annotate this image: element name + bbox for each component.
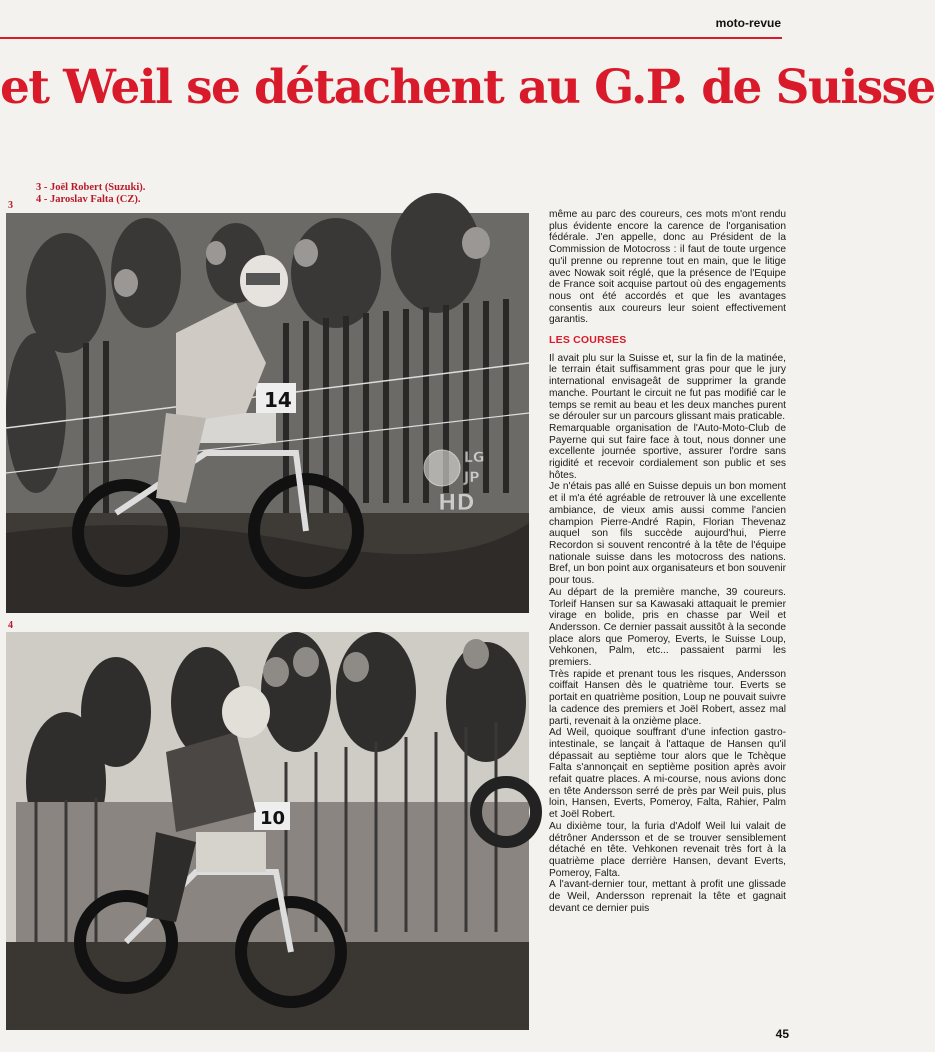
photo-4-number: 4 <box>8 620 13 631</box>
article-paragraph-4: Au départ de la première manche, 39 coureurs. Torleif Hansen sur sa Kawasaki attaquait le premier virage en bolide, pris en chasse par Weil et Andersson. Ce dernier passait aussitôt à la seconde place alors que Pomeroy, Everts, le Suisse Loup, Vehkonen, Palm, etc... passaient parmi les premiers. <box>549 586 786 669</box>
article-paragraph-3: Je n'étais pas allé en Suisse depuis un bon moment et il m'a été agréable de retrouver là une excellente ambiance, de vieux amis aussi comme l'ancien champion Pierre-André Rapin, Florian Thevenaz auquel son fils succède aujourd'hui, Pierre Recordon si souvent rencontré à la tête de l'équipe nationale suisse dans les motocross des nations. Bref, un bon point aux organisateurs et bon souvenir pour tous. <box>549 481 786 587</box>
article-paragraph-8: A l'avant-dernier tour, mettant à profit une glissade de Weil, Andersson reprenait la tête et gagnait devant ce dernier puis <box>549 879 786 914</box>
article-paragraph-1: Il avait plu sur la Suisse et, sur la fin de la matinée, le terrain était suffisamment gras pour que le jury international envisageât de supprimer la grande manche. Pourtant le circuit ne fut pas modifié car le temps se remit au beau et les deux manches purent se dérouler sur un parcours glissant mais praticable. <box>549 352 786 423</box>
section-title-les-courses: LES COURSES <box>549 334 627 347</box>
lgjp-hd-watermark-icon <box>420 438 500 518</box>
magazine-name: moto-revue <box>715 16 781 30</box>
article-paragraph-2: Remarquable organisation de l'Auto-Moto-Club de Payerne qui sut faire face à tout, nous donner une excellente journée sportive, assurer l'ordre sans rigidité et recevoir cordialement son public et ses hôtes. <box>549 422 786 481</box>
header-rule <box>0 37 782 39</box>
photo-3-bike-number: 14 <box>264 388 292 412</box>
caption-photo-4: 4 - Jaroslav Falta (CZ). <box>36 194 141 205</box>
article-column <box>549 209 786 914</box>
photo-3-illustration <box>6 213 529 613</box>
svg-text:LG: LG <box>464 450 485 466</box>
photo-4-illustration <box>6 632 529 1030</box>
article-paragraph-7: Au dixième tour, la furia d'Adolf Weil lui valait de détrôner Andersson et de se trouver sensiblement détaché en tête. Vehkonen revenait très fort à la quatrième place derrière Hansen, devant Everts, Pomeroy, Falta. <box>549 820 786 879</box>
svg-text:HD: HD <box>438 491 475 516</box>
photo-captions <box>36 182 145 206</box>
article-paragraph-5: Très rapide et prenant tous les risques, Andersson coiffait Hansen dès le quatrième tour. Everts se portait en quatrième position, Loup ne pouvait suivre la cadence des premiers et Joël Robert, assez mal parti, revenait à la onzième place. <box>549 668 786 727</box>
photo-4-bike-number: 10 <box>260 808 286 829</box>
headline: et Weil se détachent au G.P. de Suisse <box>0 60 935 115</box>
page-number: 45 <box>775 1027 789 1041</box>
caption-photo-3: 3 - Joël Robert (Suzuki). <box>36 182 146 193</box>
photo-3-number: 3 <box>8 200 13 211</box>
svg-text:JP: JP <box>464 470 480 486</box>
photo-joel-robert <box>6 213 529 613</box>
photo-jaroslav-falta <box>6 632 529 1030</box>
article-intro-paragraph: même au parc des coureurs, ces mots m'ont rendu plus évidente encore la carence de l'organisation fédérale. J'en appelle, donc au Président de la Commission de Motocross : il faut de toute urgence qu'il prenne ou reprenne tout en main, que le litige avec Nowak soit réglé, que la présence de l'Equipe de France soit acquise partout où des engagements nous ont été accordés et que les avantages consentis aux coureurs leur soient effectivement garantis. <box>549 209 786 326</box>
article-paragraph-6: Ad Weil, quoique souffrant d'une infection gastro-intestinale, se lançait à l'attaque de Hansen qu'il dépassait au septième tour alors que le Tchèque Falta s'annonçait en septième position après avoir refait quatre places. A mi-course, nous avions donc en tête Andersson serré de près par Weil puis, plus loin, Hansen, Everts, Pomeroy, Falta, Rahier, Palm et Joël Robert. <box>549 727 786 821</box>
